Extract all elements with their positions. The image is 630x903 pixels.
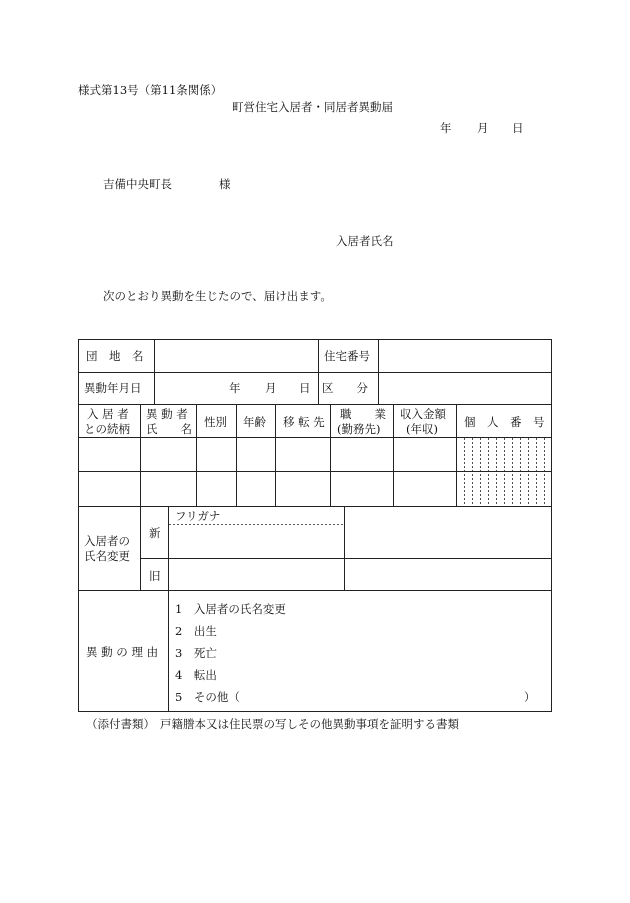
gender-header: 性別: [204, 415, 227, 429]
reason-close-paren: ）: [524, 690, 536, 704]
house-number-label: 住宅番号: [324, 349, 370, 363]
new-name-label: 新: [149, 526, 161, 540]
relation-header-line1: 入 居 者: [87, 407, 129, 421]
date-month-label: 月: [477, 121, 489, 135]
change-date-year: 年: [229, 381, 241, 395]
change-notification-table: [78, 339, 552, 712]
reason-item-1: 1 入居者の氏名変更: [175, 602, 286, 616]
occupation-header-line2: (勤務先): [337, 422, 381, 436]
reason-label: 異 動 の 理 由: [86, 645, 159, 659]
change-date-month: 月: [265, 381, 277, 395]
income-header-line2: (年収): [406, 422, 438, 436]
category-label: 区 分: [322, 381, 368, 395]
date-year-label: 年: [440, 121, 452, 135]
mover-header-line2: 氏 名: [146, 422, 192, 436]
furigana-label: フリガナ: [175, 509, 221, 523]
name-change-label-line1: 入居者の: [84, 534, 130, 548]
occupation-header-line1: 職 業: [340, 407, 386, 421]
estate-name-label: 団 地 名: [86, 349, 144, 363]
reason-item-2: 2 出生: [175, 624, 217, 638]
intro-text: 次のとおり異動を生じたので、届け出ます。: [103, 289, 332, 303]
estate-name-field[interactable]: [160, 348, 312, 366]
relation-header-line2: との続柄: [84, 422, 130, 436]
change-date-day: 日: [299, 381, 311, 395]
income-header-line1: 収入金額: [400, 407, 446, 421]
attachment-label: （添付書類）: [86, 717, 155, 731]
age-header: 年齢: [243, 415, 266, 429]
old-name-field[interactable]: [172, 563, 340, 587]
name-change-label-line2: 氏名変更: [84, 549, 130, 563]
personal-number-header: 個 人 番 号: [464, 415, 545, 429]
old-name-label: 旧: [149, 569, 161, 583]
form-title: 町営住宅入居者・同居者異動届: [232, 100, 393, 114]
new-name-field[interactable]: [172, 529, 340, 555]
house-number-field[interactable]: [384, 348, 544, 366]
reason-item-5: 5 その他（: [175, 690, 240, 704]
reason-item-3: 3 死亡: [175, 646, 217, 660]
addressee-honorific: 様: [219, 177, 231, 191]
reason-item-4: 4 転出: [175, 668, 217, 682]
destination-header: 移 転 先: [283, 415, 325, 429]
form-number: 様式第13号（第11条関係）: [78, 83, 223, 97]
addressee-name: 吉備中央町長: [103, 177, 172, 191]
change-date-label: 異動年月日: [84, 381, 142, 395]
applicant-name-label: 入居者氏名: [336, 234, 394, 248]
attachment-text: 戸籍謄本又は住民票の写しその他異動事項を証明する書類: [160, 717, 459, 731]
date-day-label: 日: [512, 121, 524, 135]
mover-header-line1: 異 動 者: [146, 407, 188, 421]
